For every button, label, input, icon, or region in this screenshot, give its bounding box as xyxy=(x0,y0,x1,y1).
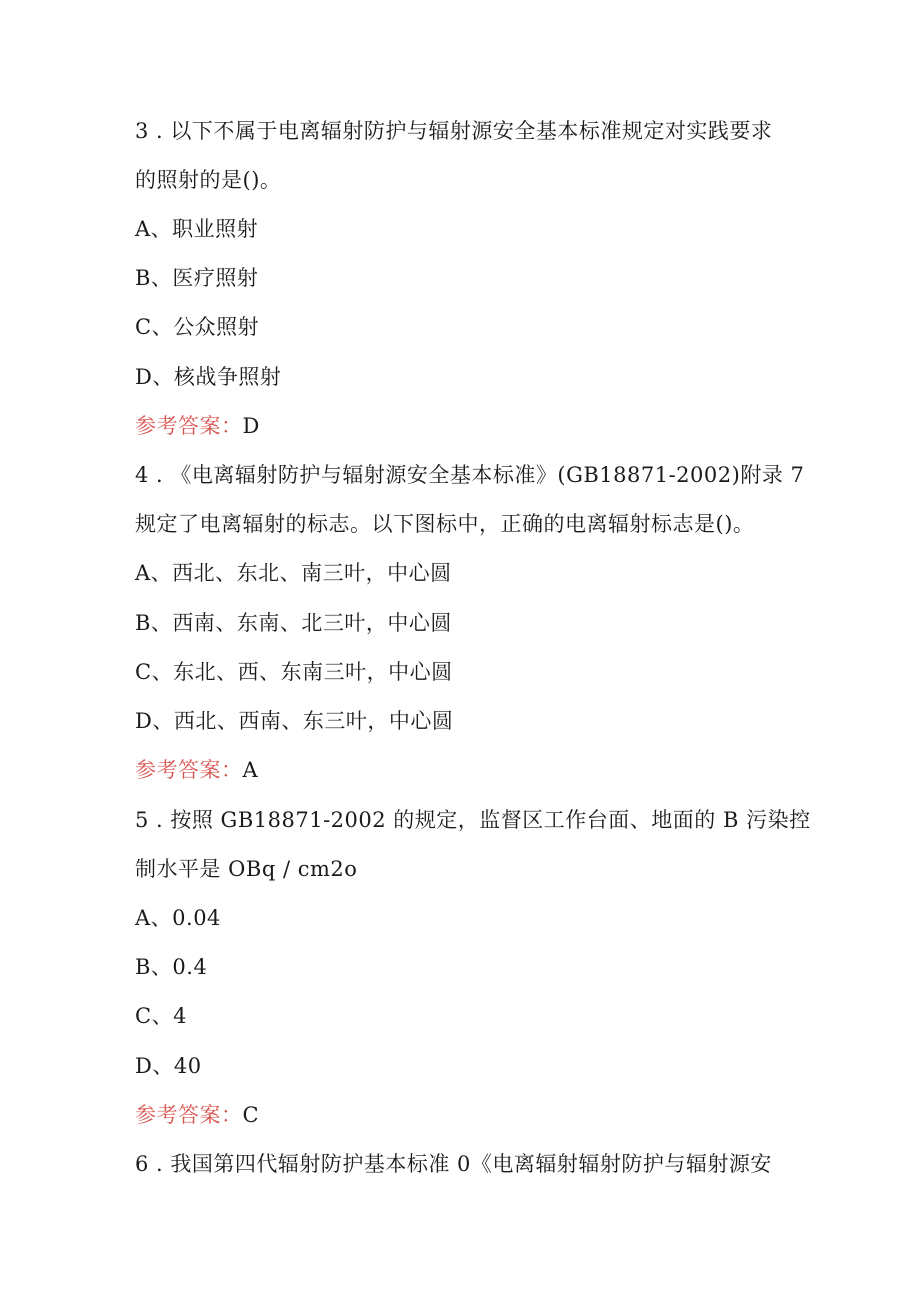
question-3-option-a: A、职业照射 xyxy=(135,217,259,241)
question-4-answer xyxy=(135,756,258,784)
answer-label: 参考答案： xyxy=(135,1103,243,1127)
answer-value: A xyxy=(242,758,259,782)
question-5-option-c: C、4 xyxy=(135,1004,187,1028)
question-5-option-b: B、0.4 xyxy=(135,955,208,979)
question-4-stem-line1: 4 . 《电离辐射防护与辐射源安全基本标准》(GB18871-2002)附录 7 xyxy=(135,463,805,487)
question-5-option-a: A、0.04 xyxy=(135,906,221,930)
question-3-option-c: C、公众照射 xyxy=(135,315,260,339)
answer-value: C xyxy=(242,1103,260,1127)
question-3-answer xyxy=(135,412,260,440)
answer-value: D xyxy=(242,414,260,438)
question-3-stem-line2: 的照射的是()。 xyxy=(135,168,282,192)
question-4-option-c: C、东北、西、东南三叶，中心圆 xyxy=(135,660,453,684)
question-4-option-b: B、西南、东南、北三叶，中心圆 xyxy=(135,611,452,635)
answer-label: 参考答案： xyxy=(135,758,243,782)
answer-label: 参考答案： xyxy=(135,414,243,438)
question-4-stem-line2: 规定了电离辐射的标志。以下图标中，正确的电离辐射标志是()。 xyxy=(135,512,755,536)
question-5-stem-line1: 5 . 按照 GB18871-2002 的规定，监督区工作台面、地面的 B 污染控 xyxy=(135,808,811,832)
question-4-option-d: D、西北、西南、东三叶，中心圆 xyxy=(135,709,454,733)
question-4-option-a: A、西北、东北、南三叶，中心圆 xyxy=(135,561,452,585)
question-5-answer xyxy=(135,1101,259,1129)
question-3-option-b: B、医疗照射 xyxy=(135,266,259,290)
question-3-stem-line1: 3 . 以下不属于电离辐射防护与辐射源安全基本标准规定对实践要求 xyxy=(135,119,773,143)
question-5-stem-line2: 制水平是 OBq / cm2o xyxy=(135,857,358,881)
question-3-option-d: D、核战争照射 xyxy=(135,365,282,389)
question-6-stem-line1: 6 . 我国第四代辐射防护基本标准 0《电离辐射辐射防护与辐射源安 xyxy=(135,1152,772,1176)
question-5-option-d: D、40 xyxy=(135,1054,202,1078)
